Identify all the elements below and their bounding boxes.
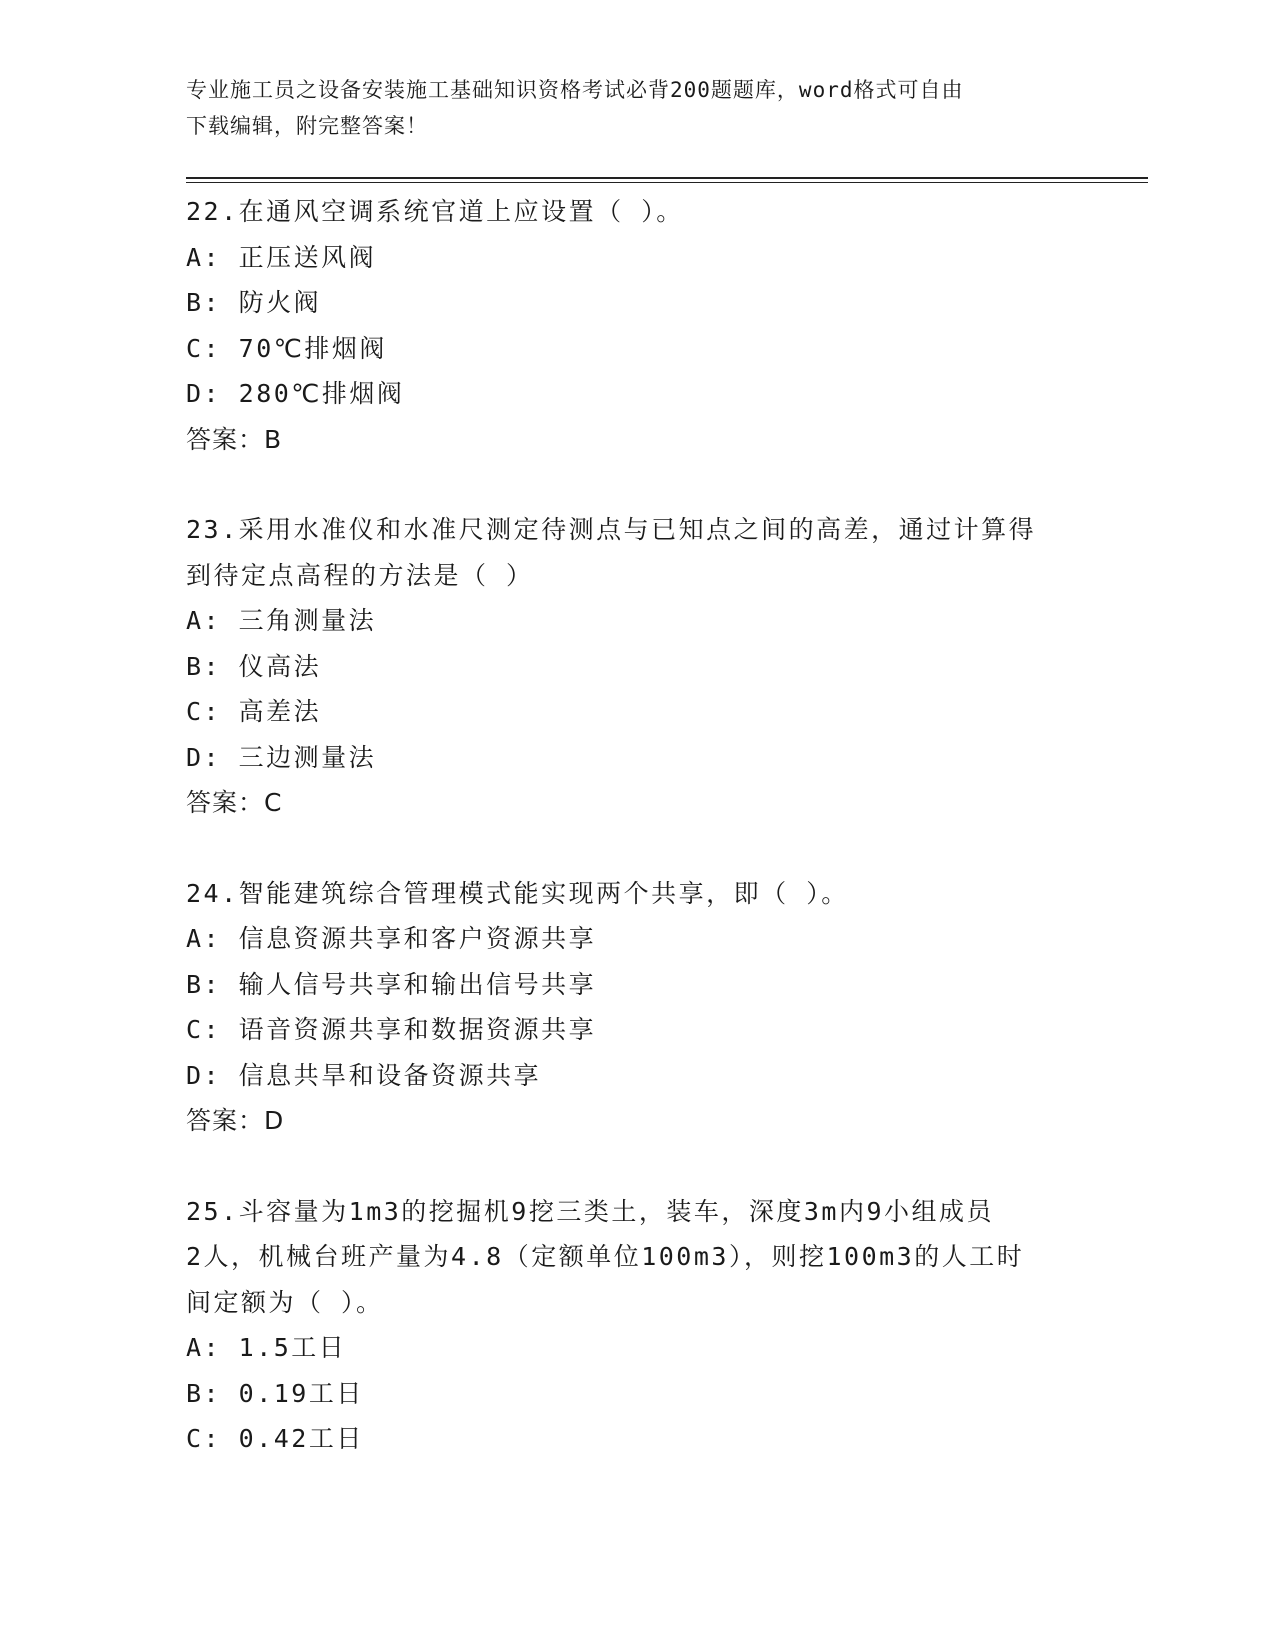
question-block — [186, 189, 1086, 462]
answer-line: 答案：D — [186, 1106, 285, 1135]
question-stem: 24.智能建筑综合管理模式能实现两个共享，即（ ）。 — [186, 878, 849, 908]
option-a: A: 三角测量法 — [186, 606, 377, 635]
question-block — [186, 1189, 1086, 1462]
question-stem-continued: 到待定点高程的方法是（ ） — [186, 560, 534, 590]
option-a: A: 1.5工日 — [186, 1333, 347, 1362]
question-stem: 23.采用水准仪和水准尺测定待测点与已知点之间的高差，通过计算得 — [186, 515, 1037, 544]
option-a: A: 正压送风阀 — [186, 242, 377, 272]
option-c: C: 0.42工日 — [186, 1424, 364, 1453]
question-stem-continued: 2人，机械台班产量为4.8（定额单位100m3），则挖100m3的人工时 — [186, 1242, 1025, 1271]
option-d: D: 信息共旱和设备资源共享 — [186, 1060, 542, 1090]
header-divider-thin — [186, 182, 1148, 183]
option-d: D: 三边测量法 — [186, 742, 377, 772]
question-stem: 22.在通风空调系统官道上应设置（ ）。 — [186, 197, 684, 226]
header-divider — [186, 177, 1148, 179]
answer-line: 答案：C — [186, 788, 283, 817]
answer-line: 答案：B — [186, 424, 283, 454]
header-line: 专业施工员之设备安装施工基础知识资格考试必背200题题库，word格式可自由 — [186, 78, 964, 102]
question-block — [186, 507, 1086, 826]
document-header — [186, 72, 1066, 144]
option-b: B: 仪高法 — [186, 651, 322, 681]
question-block — [186, 871, 1086, 1144]
option-b: B: 0.19工日 — [186, 1378, 364, 1408]
question-stem: 25.斗容量为1m3的挖掘机9挖三类土，装车，深度3m内9小组成员 — [186, 1196, 995, 1226]
question-list — [186, 189, 1086, 1462]
option-a: A: 信息资源共享和客户资源共享 — [186, 924, 597, 953]
question-stem-continued: 间定额为（ ）。 — [186, 1287, 384, 1317]
option-c: C: 语音资源共享和数据资源共享 — [186, 1015, 597, 1044]
option-b: B: 防火阀 — [186, 288, 322, 317]
header-line: 下载编辑，附完整答案！ — [186, 114, 428, 138]
option-c: C: 高差法 — [186, 697, 322, 726]
option-b: B: 输人信号共享和输出信号共享 — [186, 969, 597, 999]
option-d: D: 280℃排烟阀 — [186, 379, 405, 408]
option-c: C: 70℃排烟阀 — [186, 333, 387, 363]
